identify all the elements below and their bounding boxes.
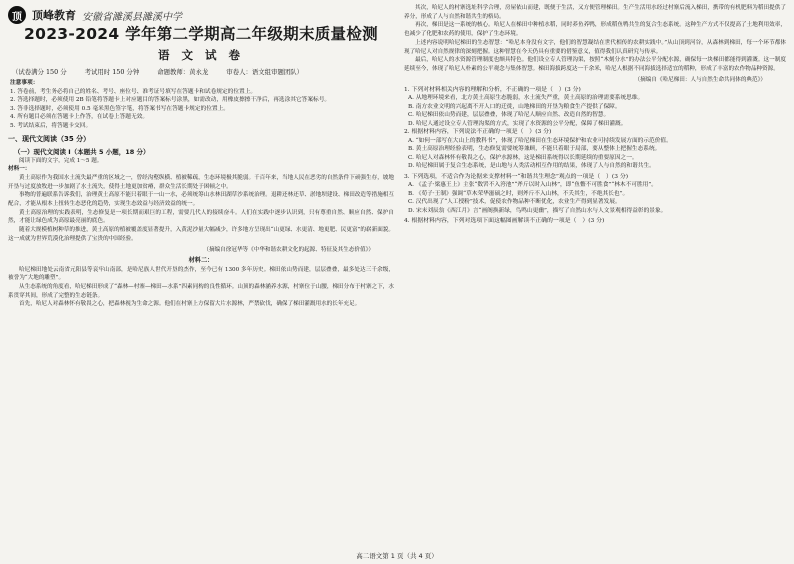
material-paragraph: 黄土高原治理的实践表明，生态修复是一项长期而艰巨的工程，需要几代人的接续奋斗。人们在实践中逐步认识到，只有尊重自然、顺应自然、保护自然，才能让绿色成为高原最亮丽的底色。 (8, 209, 394, 225)
note-item: 4. 所有题目必须在答题卡上作答，在试卷上答题无效。 (10, 114, 149, 121)
material-paragraph: 黄土高原作为我国水土流失最严重的区域之一，曾经沟壑纵横、植被稀疏，生态环境极其脆弱。千百年来，当地人民在恶劣的自然条件下顽强生存，坡地开垦与过度放牧进一步加剧了水土流失，使得土地更加贫瘠，群众生活长期处于困顿之中。 (8, 174, 394, 190)
note-item: 2. 答选择题时，必须使用 2B 铅笔将答题卡上对应题目的答案标号涂黑，如需改动，用橡皮擦擦干净后，再选涂其它答案标号。 (10, 97, 331, 104)
notes-title: 注意事项： (10, 80, 39, 86)
note-item: 3. 答非选择题时，必须使用 0.5 毫米黑色签字笔，将答案书写在答题卡规定的位置上。 (10, 105, 229, 112)
question-option: C. 哈尼梯田依山势而建，层层叠叠，体现了哈尼人顺应自然、改造自然的智慧。 (408, 112, 610, 119)
material-paragraph: 哈尼梯田地处云南省元阳县等哀牢山南部，是哈尼族人世代开垦的杰作，至今已有 1300 多年历史。梯田依山势而建，层层叠叠，最多处达三千余级，被誉为“大地的雕塑”。 (8, 266, 394, 282)
exam-meta (8, 67, 394, 76)
question-option: A. 《孟子·梁惠王上》主张“数罟不入洿池”“斧斤以时入山林”，即“鱼鳖不可胜食”“林木不可胜用”。 (408, 182, 657, 189)
material-paragraph: 从生态系统的角度看，哈尼梯田形成了“森林—村寨—梯田—水系”四素同构的良性循环。山顶的森林涵养水源，村寨位于山腰，梯田分布于村寨之下，水系贯穿其间，形成了完整的生态链条。 (8, 284, 394, 299)
question-option: D. 哈尼梯田属于复合生态系统，是山地与人类活动相互作用的结果，体现了人与自然的和谐共生。 (408, 163, 655, 170)
question-option: C. 哈尼人对森林怀有敬畏之心，保护水源林，这是梯田系统得以长期延续的重要原因之一。 (408, 154, 638, 161)
material-paragraph: 最后，哈尼人的水资源管理制度也颇具特色。他们设立专人管理沟渠，按照“木刻分水”的办法公平分配水源，确保每一块梯田都能得到灌溉。这一制度延续至今，体现了哈尼人朴素的公平观念与集体智慧。梯田海拔跨度达一千余米，哈尼人根据不同海拔选择适宜的稻种，形成了丰富的农作物品种资源。 (404, 57, 786, 72)
meta-time: 考试用时 150 分钟 (84, 68, 140, 76)
question-option: A. “如何一部写在大山上的教科书”，体现了哈尼梯田在生态环境保护和农业可持续发展方面的示范价值。 (408, 137, 672, 144)
material-source: （摘编自徐冠华等《中华和谐农耕文化的起源、特征及其生态价值》） (203, 246, 374, 253)
exam-subtitle: 语 文 试 卷 (157, 48, 244, 62)
note-item: 5. 考试结束后，将答题卡交回。 (10, 122, 92, 129)
material-paragraph: 事物的普遍联系告诉我们，治理黄土高原不能只着眼于一山一水，必须统筹山水林田湖草沙系统治理。退耕还林还草、淤地坝建设、梯田改造等措施相互配合，才能从根本上扭转生态恶化的趋势，实现生态效益与经济效益的统一。 (8, 192, 394, 208)
question-stem: 4. 根据材料内容，下列对选项下面这幅图画解读不正确的一项是（ ）(3 分) (404, 218, 605, 225)
question-option: B. 黄土高原治理经验表明，生态修复需要统筹兼顾，不能只着眼于局部，要从整体上把握生态系统。 (408, 146, 661, 153)
exam-title: 2023-2024 学年第二学期高二年级期末质量检测 (24, 25, 378, 43)
page-footer: 高二语文第 1 页（共 4 页） (356, 552, 438, 560)
material-paragraph: 再次，梯田是这一系统的核心。哈尼人在梯田中种植水稻，同时养鱼养鸭，形成稻鱼鸭共生的复合生态系统。这种生产方式不仅提高了土地利用效率，也减少了化肥和农药的使用，保护了生态环境。 (404, 22, 786, 38)
question-option: A. 从地理环境来看，北方黄土高原生态脆弱，水土流失严重，黄土高原的治理需要系统思维。 (408, 95, 644, 102)
subsection-title: （一）现代文阅读 I（本题共 5 小题，18 分） (14, 147, 150, 156)
meta-author: 命题教师：黄永龙 (157, 68, 209, 76)
right-column (404, 4, 786, 226)
question-option: D. 哈尼人通过设立专人管理沟渠的方式，实现了水资源的公平分配，保障了梯田灌溉。 (408, 120, 627, 127)
material-label: 材料一： (8, 166, 31, 173)
material-source: （摘编自《哈尼梯田：人与自然生命共同体的典范》） (634, 76, 766, 83)
question-option: D. 宋末刘辰翁《西江月》言“画阁换新绿，鸟鸣山更幽”，描写了自然山水与人文景观相得益彰的景象。 (408, 207, 667, 214)
question-option: B. 《荀子·王制》强调“草木荣华滋硕之时，则斧斤不入山林，不夭其生，不绝其长也”。 (408, 190, 629, 197)
meta-score: （试卷满分 150 分 (12, 68, 67, 76)
note-item: 1. 答卷前，考生务必将自己的姓名、考号、座位号、准考证号填写在答题卡和试卷规定的位置上。 (10, 88, 257, 95)
question-stem: 2. 根据材料内容，下列说法不正确的一项是（ ）(3 分) (404, 129, 552, 136)
school-name: 安徽省濉溪县濉溪中学 (82, 11, 182, 23)
material-paragraph: 随着大规模植树种草的推进，黄土高原的植被覆盖度显著提升，入黄泥沙量大幅减少，许多地方呈现出“山更绿、水更清、地更肥、民更富”的崭新面貌。这一成就为世界荒漠化治理提供了宝贵的中国经验。 (8, 227, 394, 242)
left-column (8, 20, 394, 309)
material-paragraph: 首先，哈尼人对森林怀有敬畏之心，把森林视为生命之源。他们在村寨上方保留大片水源林，严禁砍伐，确保了梯田灌溉用水的长年充足。 (19, 301, 361, 308)
material-paragraph: 上述内容说明哈尼梯田的生态智慧：“哈尼本身没有文字，他们的智慧凝结在世代相传的农耕实践中。”从山顶到河谷，从森林到梯田，每一个环节都体现了哈尼人对自然规律的深刻把握。这种智慧在今天仍具有重要的借鉴意义，值得我们认真研究与传承。 (404, 39, 786, 55)
brand-logo-icon: 顶 (8, 6, 26, 24)
material-paragraph: 其次，哈尼人的村寨选址科学合理，房屋依山而建，既便于生活，又方便管理梯田。生产生活用水经过村寨后流入梯田，携带的有机肥料为稻田提供了养分，形成了人与自然和谐共生的格局。 (404, 5, 786, 20)
material-label: 材料二： (188, 256, 214, 264)
brand-name: 顶峰教育 (32, 9, 76, 22)
question-option: C. 汉代出现了“人工授粉”技术，促使农作物品种不断优化，农业生产得到显著发展。 (408, 199, 621, 206)
question-stem: 3. 下列选项，不适合作为论据来支撑材料一“和谐共生理念”观点的一项是（ ）(3 分) (404, 173, 629, 180)
meta-reviewer: 审卷人：语文组审题团队） (226, 68, 304, 76)
reading-instruction: 阅读下面的文字，完成 1～5 题。 (19, 157, 103, 164)
question-option: B. 南方农业文明的兴起离不开人口的迁徙，山地梯田的开垦为粮食生产提供了保障。 (408, 103, 621, 110)
question-stem: 1. 下列对材料相关内容的理解和分析，不正确的一项是（ ）(3 分) (404, 86, 581, 93)
section-title: 一、现代文阅读（35 分） (8, 134, 91, 143)
